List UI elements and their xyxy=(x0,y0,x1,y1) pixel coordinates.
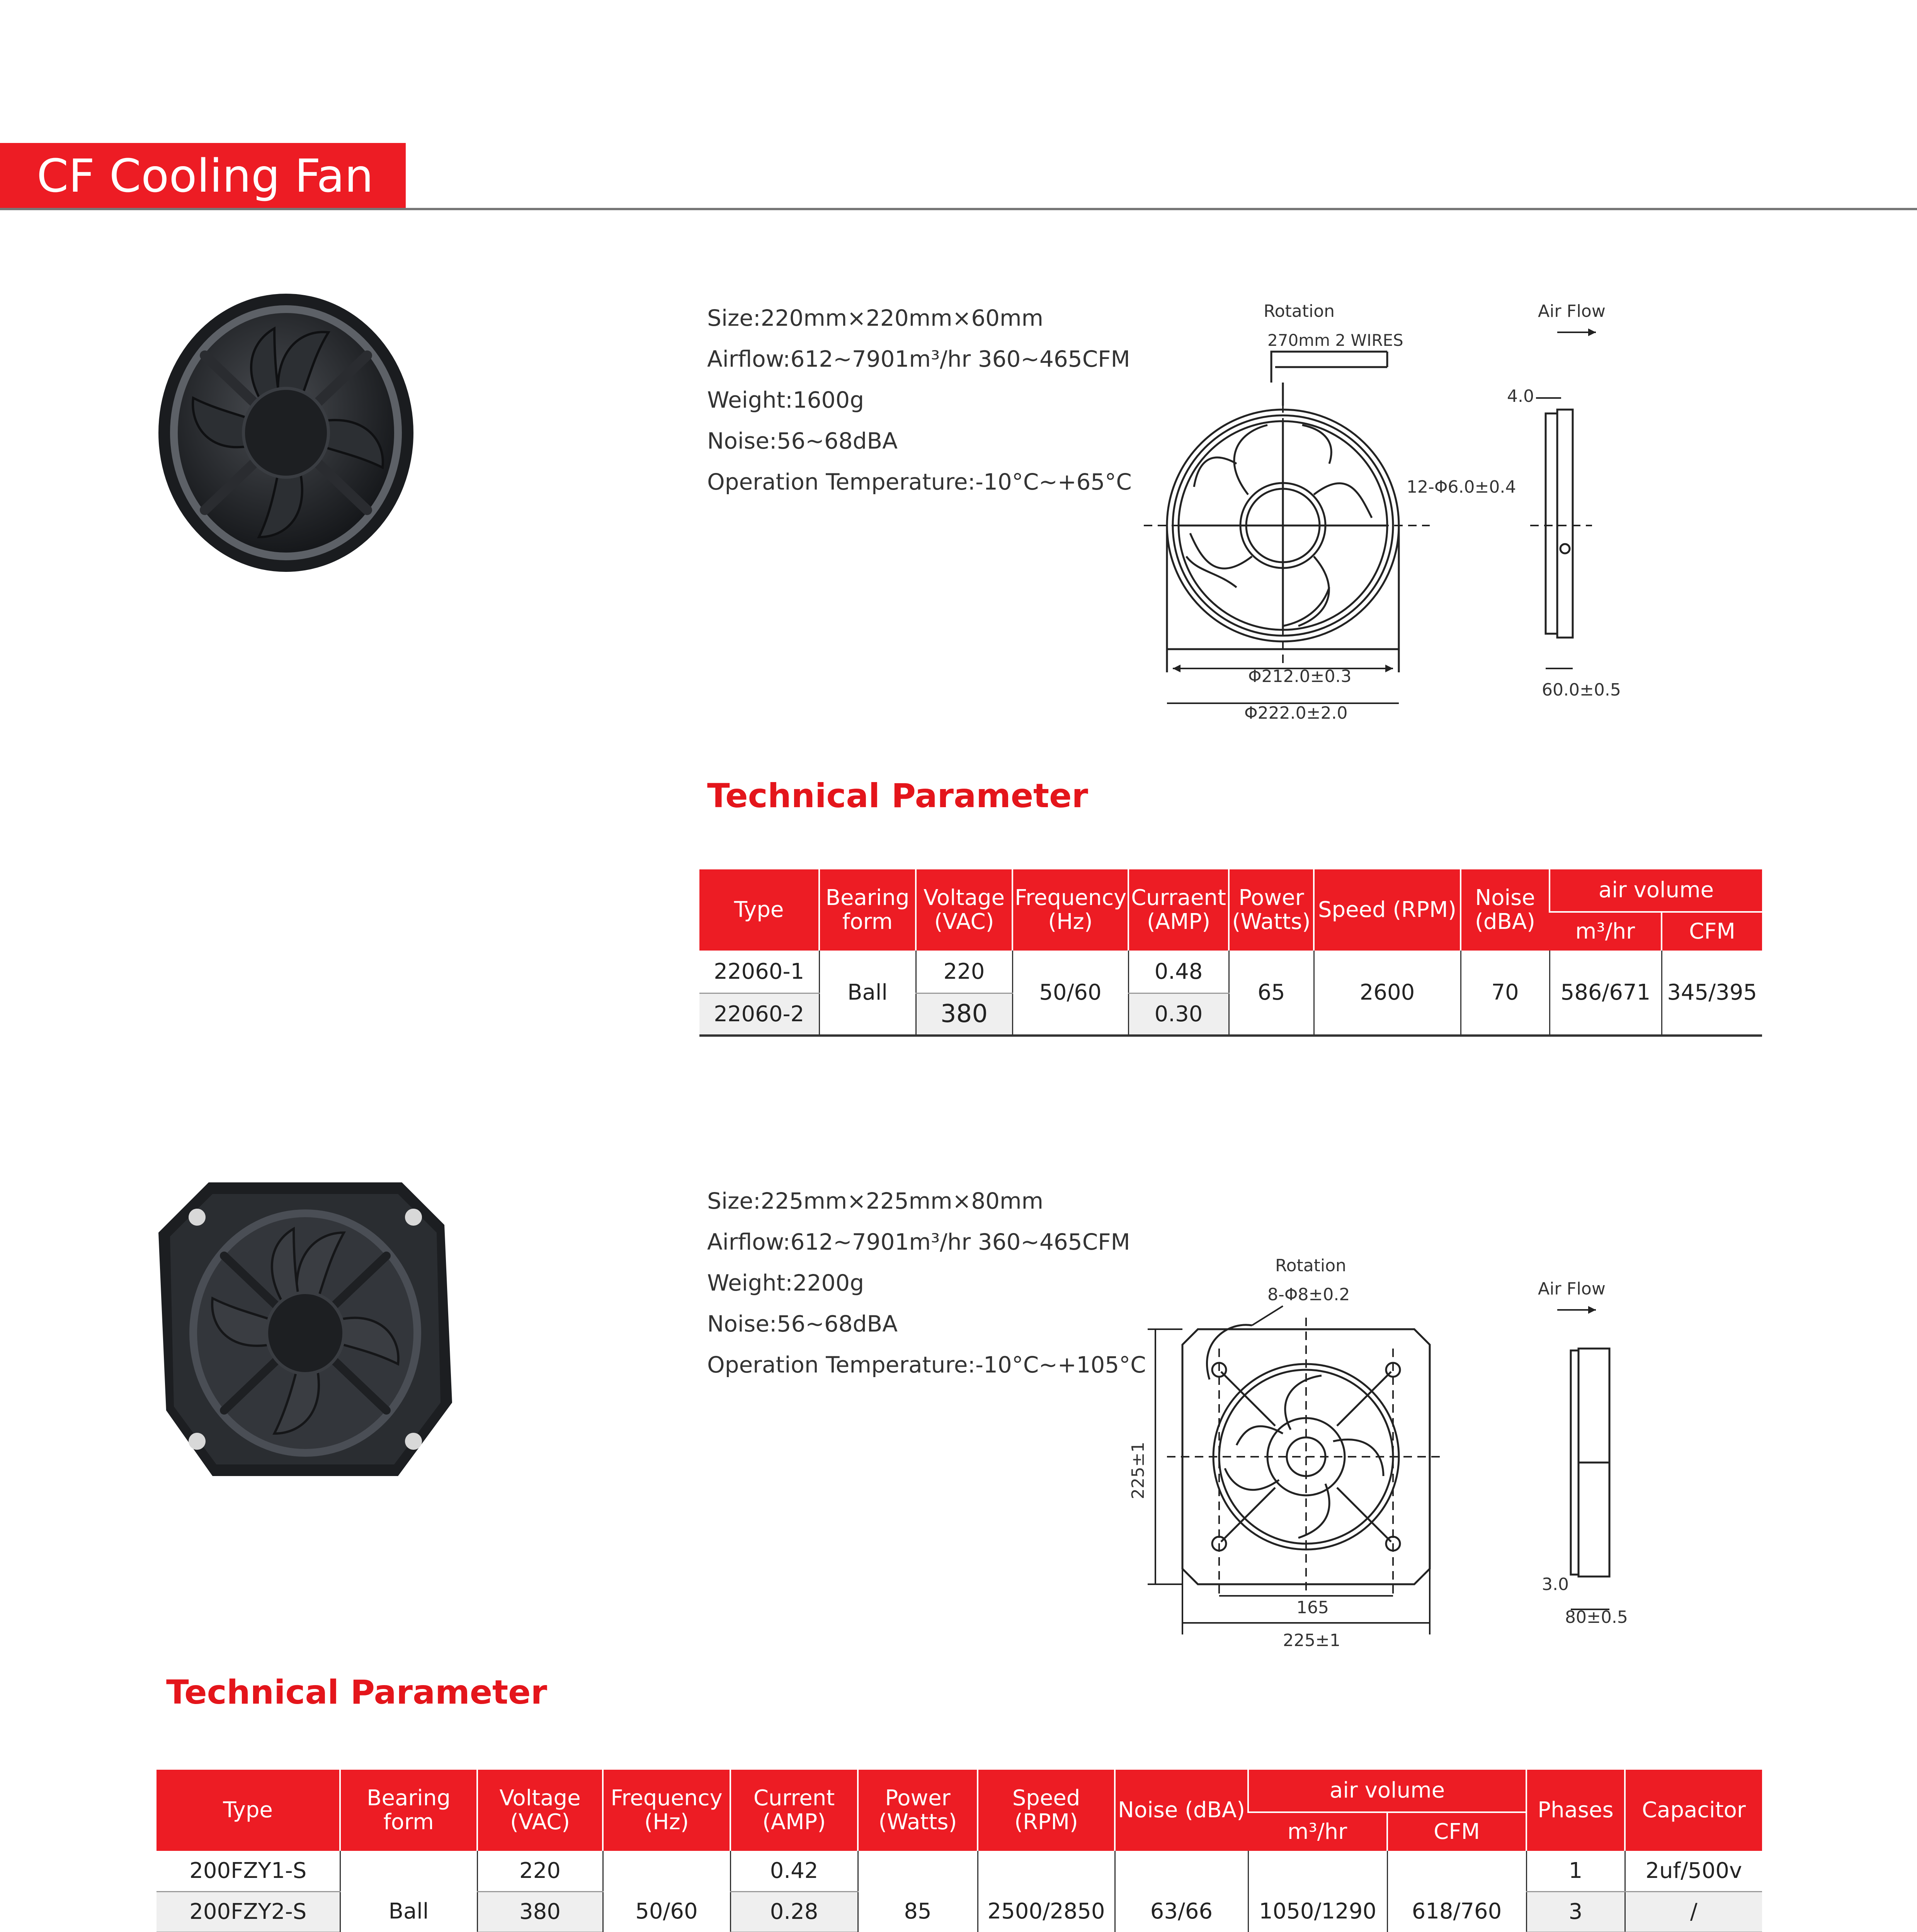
table-row xyxy=(156,1851,1762,1891)
th-m3hr: m³/hr xyxy=(1248,1812,1387,1851)
wires-label: 270mm 2 WIRES xyxy=(1267,331,1403,350)
spec-weight: Weight:2200g xyxy=(707,1270,864,1296)
th-power: Power (Watts) xyxy=(858,1770,978,1851)
cell-noise: 70 xyxy=(1461,951,1550,1036)
cell-capacitor: 2uf/500v xyxy=(1625,1851,1762,1891)
th-current: Curraent (AMP) xyxy=(1128,869,1229,951)
square-fan-drawing xyxy=(1121,1252,1700,1662)
dim-inner: Φ212.0±0.3 xyxy=(1248,667,1352,686)
parameter-table-1 xyxy=(699,869,1762,1037)
th-bearing: Bearing form xyxy=(340,1770,477,1851)
th-phases: Phases xyxy=(1526,1770,1625,1851)
cell-power: 85 xyxy=(858,1851,978,1932)
spec-noise: Noise:56~68dBA xyxy=(707,1311,898,1337)
th-air-volume: air volume xyxy=(1248,1770,1526,1812)
spec-airflow: Airflow:612~7901m³/hr 360~465CFM xyxy=(707,1229,1130,1255)
spec-size: Size:220mm×220mm×60mm xyxy=(707,305,1043,331)
cell-m3hr: 586/671 xyxy=(1550,951,1662,1036)
product2-specs xyxy=(707,1180,1146,1385)
cell-type: 200FZY2-S xyxy=(156,1891,340,1932)
cell-speed: 2600 xyxy=(1314,951,1461,1036)
cell-bearing: Ball xyxy=(819,951,916,1036)
table-row xyxy=(699,951,1762,993)
section-title-1: Technical Parameter xyxy=(707,777,1088,815)
th-noise: Noise (dBA) xyxy=(1115,1770,1248,1851)
cell-frequency: 50/60 xyxy=(603,1851,730,1932)
air-flow-label: Air Flow xyxy=(1538,1279,1606,1299)
dim-lip: 3.0 xyxy=(1542,1575,1569,1594)
spec-temperature: Operation Temperature:-10°C~+65°C xyxy=(707,469,1132,495)
spec-weight: Weight:1600g xyxy=(707,387,864,413)
spec-airflow: Airflow:612~7901m³/hr 360~465CFM xyxy=(707,346,1130,372)
cell-phases: 1 xyxy=(1526,1851,1625,1891)
cell-capacitor: / xyxy=(1625,1891,1762,1932)
holes-label: 8-Φ8±0.2 xyxy=(1267,1285,1350,1304)
th-capacitor: Capacitor xyxy=(1625,1770,1762,1851)
parameter-table-2 xyxy=(156,1770,1762,1932)
rotation-label: Rotation xyxy=(1275,1256,1347,1276)
cell-cfm: 618/760 xyxy=(1387,1851,1526,1932)
square-fan-photo xyxy=(151,1171,460,1484)
th-cfm: CFM xyxy=(1387,1812,1526,1851)
cell-voltage: 380 xyxy=(916,993,1012,1036)
th-bearing: Bearing form xyxy=(819,869,916,951)
th-m3hr: m³/hr xyxy=(1550,912,1662,951)
th-voltage: Voltage (VAC) xyxy=(916,869,1012,951)
cell-voltage: 380 xyxy=(477,1891,603,1932)
dim-depth: 60.0±0.5 xyxy=(1542,680,1621,700)
cell-voltage: 220 xyxy=(916,951,1012,993)
dim-width: 225±1 xyxy=(1283,1631,1340,1650)
cell-noise: 63/66 xyxy=(1115,1851,1248,1932)
round-fan-drawing xyxy=(1121,294,1700,734)
cell-current: 0.28 xyxy=(730,1891,858,1932)
cell-phases: 3 xyxy=(1526,1891,1625,1932)
th-voltage: Voltage (VAC) xyxy=(477,1770,603,1851)
product1-specs xyxy=(707,298,1132,502)
air-flow-label: Air Flow xyxy=(1538,301,1606,321)
holes-label: 12-Φ6.0±0.4 xyxy=(1407,477,1516,497)
cell-frequency: 50/60 xyxy=(1012,951,1128,1036)
dim-hole-span: 165 xyxy=(1296,1598,1329,1617)
th-frequency: Frequency (Hz) xyxy=(1012,869,1128,951)
cell-current: 0.48 xyxy=(1128,951,1229,993)
section-title-2: Technical Parameter xyxy=(166,1673,547,1712)
cell-power: 65 xyxy=(1229,951,1314,1036)
th-speed: Speed (RPM) xyxy=(978,1770,1115,1851)
th-current: Current (AMP) xyxy=(730,1770,858,1851)
dim-depth: 80±0.5 xyxy=(1565,1607,1628,1627)
th-power: Power (Watts) xyxy=(1229,869,1314,951)
cell-current: 0.42 xyxy=(730,1851,858,1891)
cell-cfm: 345/395 xyxy=(1662,951,1762,1036)
cell-type: 200FZY1-S xyxy=(156,1851,340,1891)
cell-current: 0.30 xyxy=(1128,993,1229,1036)
th-cfm: CFM xyxy=(1662,912,1762,951)
page-title: CF Cooling Fan xyxy=(37,149,374,202)
th-air-volume: air volume xyxy=(1550,869,1762,912)
cell-type: 22060-2 xyxy=(699,993,819,1036)
round-fan-photo xyxy=(147,286,425,580)
rotation-label: Rotation xyxy=(1264,301,1335,321)
dim-outer: Φ222.0±2.0 xyxy=(1244,703,1348,723)
cell-m3hr: 1050/1290 xyxy=(1248,1851,1387,1932)
th-speed: Speed (RPM) xyxy=(1314,869,1461,951)
dim-lip: 4.0 xyxy=(1507,386,1534,406)
spec-temperature: Operation Temperature:-10°C~+105°C xyxy=(707,1352,1146,1378)
cell-voltage: 220 xyxy=(477,1851,603,1891)
spec-noise: Noise:56~68dBA xyxy=(707,428,898,454)
cell-bearing: Ball xyxy=(340,1851,477,1932)
title-rule xyxy=(0,208,1917,210)
cell-type: 22060-1 xyxy=(699,951,819,993)
dim-height: 225±1 xyxy=(1128,1442,1148,1499)
spec-size: Size:225mm×225mm×80mm xyxy=(707,1188,1043,1214)
th-noise: Noise (dBA) xyxy=(1461,869,1550,951)
th-frequency: Frequency (Hz) xyxy=(603,1770,730,1851)
cell-speed: 2500/2850 xyxy=(978,1851,1115,1932)
th-type: Type xyxy=(699,869,819,951)
th-type: Type xyxy=(156,1770,340,1851)
